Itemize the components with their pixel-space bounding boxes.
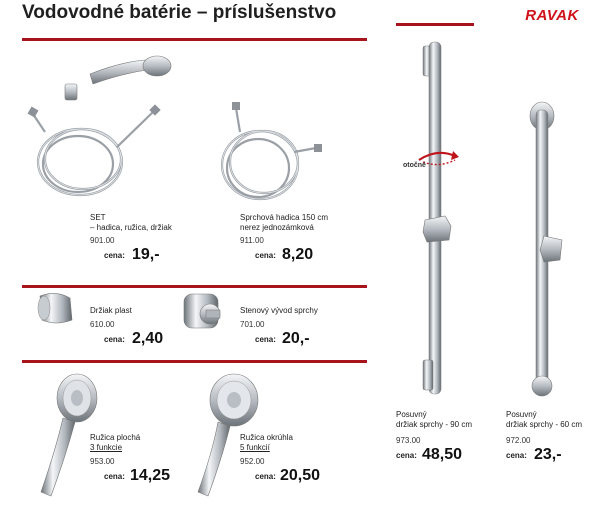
product-price: 14,25 bbox=[130, 467, 171, 484]
header-rule-right bbox=[396, 23, 474, 26]
product-price: 2,40 bbox=[132, 330, 164, 347]
price-label: cena: bbox=[506, 451, 527, 460]
product-price: 20,- bbox=[282, 330, 310, 347]
product-name-line: nerez jednozámková bbox=[240, 223, 314, 232]
slide-rail-60-icon bbox=[514, 100, 564, 400]
brand-logo bbox=[516, 6, 588, 26]
product-code: 973.00 bbox=[396, 436, 421, 445]
product-code: 701.00 bbox=[240, 320, 265, 329]
product-name-line: Držiak plast bbox=[90, 306, 132, 315]
product-name-line: Posuvný bbox=[396, 410, 427, 419]
product-name-line: držiak sprchy - 60 cm bbox=[506, 420, 583, 429]
shower-hose-icon bbox=[212, 100, 327, 210]
price-label: cena: bbox=[255, 472, 276, 481]
product-name-line: Sprchová hadica 150 cm bbox=[240, 213, 329, 222]
brand-name: RAVAK bbox=[525, 7, 579, 24]
shower-set-icon bbox=[25, 52, 190, 212]
product-name-line: držiak sprchy - 90 cm bbox=[396, 420, 473, 429]
price-label: cena: bbox=[104, 335, 125, 344]
price-label: cena: bbox=[104, 251, 125, 260]
price-label: cena: bbox=[255, 251, 276, 260]
price-label: cena: bbox=[396, 451, 417, 460]
wall-outlet-icon bbox=[180, 290, 228, 332]
product-price: 8,20 bbox=[282, 246, 314, 263]
product-code: 972.00 bbox=[506, 436, 531, 445]
section-rule-2 bbox=[22, 285, 367, 288]
product-price: 20,50 bbox=[280, 467, 321, 484]
product-name-line: – hadica, ružica, držiak bbox=[90, 223, 172, 232]
product-name-line: SET bbox=[90, 213, 106, 222]
product-price: 19,- bbox=[132, 246, 160, 263]
product-name-line: 5 funkcií bbox=[240, 443, 270, 452]
product-name-line: Ružica plochá bbox=[90, 433, 141, 442]
price-label: cena: bbox=[255, 335, 276, 344]
product-code: 911.00 bbox=[240, 236, 264, 245]
product-price: 23,- bbox=[534, 446, 562, 463]
product-name-line: Ružica okrúhla bbox=[240, 433, 293, 442]
product-code: 953.00 bbox=[90, 457, 115, 466]
slide-rail-90-icon bbox=[415, 40, 455, 400]
price-label: cena: bbox=[104, 472, 125, 481]
section-rule-3 bbox=[22, 360, 367, 363]
product-code: 952.00 bbox=[240, 457, 265, 466]
product-price: 48,50 bbox=[422, 446, 463, 463]
product-name-line: Stenový vývod sprchy bbox=[240, 306, 318, 315]
product-code: 610.00 bbox=[90, 320, 115, 329]
rotating-annotation: otočné bbox=[403, 162, 426, 169]
shower-holder-icon bbox=[32, 290, 80, 328]
section-rule-1 bbox=[22, 38, 367, 41]
product-code: 901.00 bbox=[90, 236, 115, 245]
page-title: Vodovodné batérie – príslušenstvo bbox=[22, 2, 337, 23]
product-name-line: Posuvný bbox=[506, 410, 537, 419]
product-name-line: 3 funkcie bbox=[90, 443, 123, 452]
